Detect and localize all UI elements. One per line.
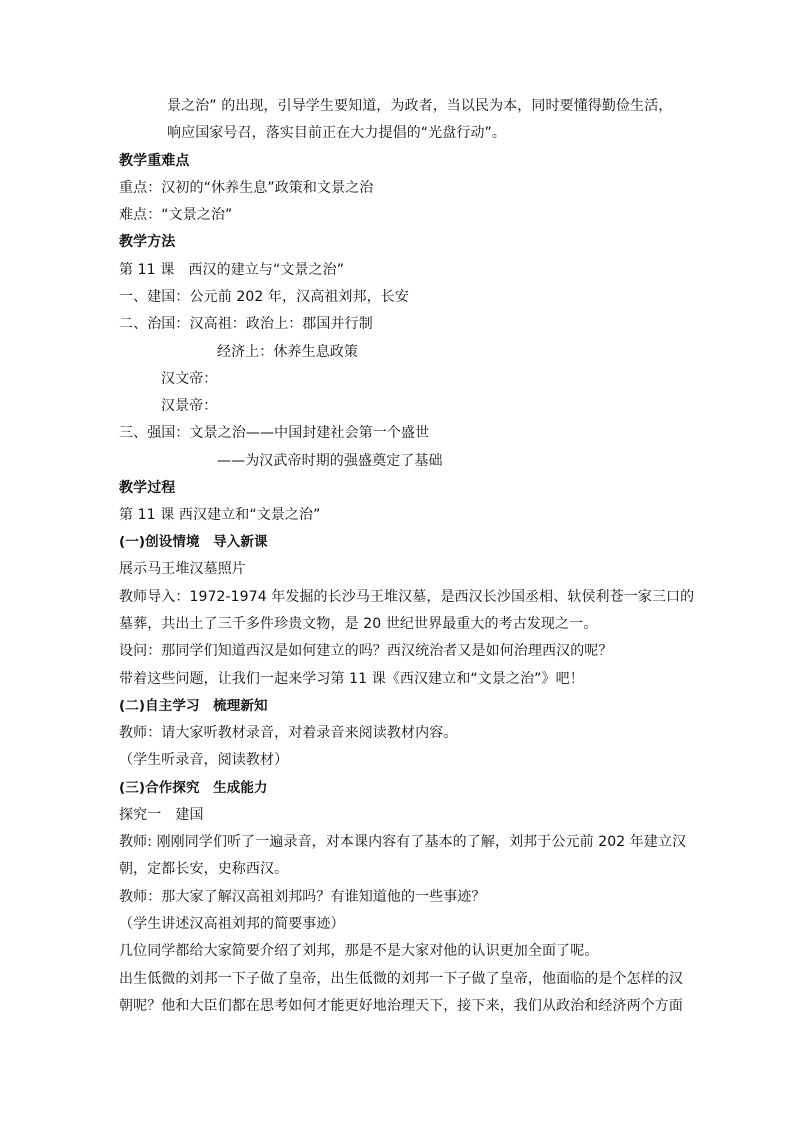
section-2-heading: (二)自主学习 梳理新知 — [119, 698, 268, 714]
question-line: 设问：那同学们知道西汉是如何建立的吗？西汉统治者又是如何治理西汉的呢？ — [119, 643, 613, 659]
outline-item-2-jingdi: 汉景帝： — [161, 398, 218, 414]
teacher-ask-line: 教师：那大家了解汉高祖刘邦吗？有谁知道他的一些事迹？ — [119, 889, 486, 905]
key-point: 重点：汉初的“休养生息”政策和文景之治 — [119, 180, 374, 196]
intro-line-1: 景之治” 的出现，引导学生要知道，为政者，当以民为本，同时要懂得勤俭生活， — [167, 98, 673, 114]
outline-item-2-economy: 经济上：休养生息政策 — [217, 344, 358, 360]
intro-line-2: 响应国家号召，落实目前正在大力提倡的“光盘行动”。 — [167, 125, 507, 141]
teacher-listen-line: 教师：请大家听教材录音，对着录音来阅读教材内容。 — [119, 725, 458, 741]
outline-item-1: 一、建国：公元前 202 年，汉高祖刘邦，长安 — [119, 289, 409, 305]
summary-line: 几位同学都给大家简要介绍了刘邦，那是不是大家对他的认识更加全面了呢。 — [119, 943, 599, 959]
paragraph-line-1: 出生低微的刘邦一下子做了皇帝，出生低微的刘邦一下子做了皇帝，他面临的是个怎样的汉 — [119, 971, 683, 987]
outline-item-3: 三、强国：文景之治——中国封建社会第一个盛世 — [119, 425, 430, 441]
explore-1-heading: 探究一 建国 — [119, 807, 204, 823]
section-1-heading: (一)创设情境 导入新课 — [119, 534, 268, 550]
lead-line: 带着这些问题，让我们一起来学习第 11 课《西汉建立和“文景之治”》吧！ — [119, 671, 584, 687]
keypoints-heading: 教学重难点 — [119, 153, 190, 169]
methods-lesson-title: 第 11 课 西汉的建立与“文景之治” — [119, 262, 345, 278]
teacher-intro-line-2: 墓葬，共出土了三千多件珍贵文物，是 20 世纪世界最重大的考古发现之一。 — [119, 616, 598, 632]
outline-item-2: 二、治国：汉高祖：政治上：郡国并行制 — [119, 316, 373, 332]
process-heading: 教学过程 — [119, 480, 176, 496]
outline-item-3-foundation: ——为汉武帝时期的强盛奠定了基础 — [217, 453, 443, 469]
process-lesson-title: 第 11 课 西汉建立和“文景之治” — [119, 507, 321, 523]
methods-heading: 教学方法 — [119, 234, 176, 250]
outline-item-2-wendi: 汉文帝： — [161, 371, 218, 387]
difficult-point: 难点：“文景之治” — [119, 207, 233, 223]
paragraph-line-2: 朝呢？他和大臣们都在思考如何才能更好地治理天下，接下来，我们从政治和经济两个方面 — [119, 998, 683, 1014]
teacher-line-1: 教师: 刚刚同学们听了一遍录音，对本课内容有了基本的了解，刘邦于公元前 202 年建立汉 — [119, 834, 687, 850]
student-tell-line: （学生讲述汉高祖刘邦的简要事迹） — [119, 916, 345, 932]
teacher-intro-line-1: 教师导入：1972-1974 年发掘的长沙马王堆汉墓，是西汉长沙国丞相、轪侯利苍一家三口的 — [119, 589, 695, 605]
section-3-heading: (三)合作探究 生成能力 — [119, 780, 268, 796]
teacher-line-2: 朝，定都长安，史称西汉。 — [119, 861, 289, 877]
student-listen-line: （学生听录音，阅读教材） — [119, 752, 289, 768]
show-photo-line: 展示马王堆汉墓照片 — [119, 561, 246, 577]
